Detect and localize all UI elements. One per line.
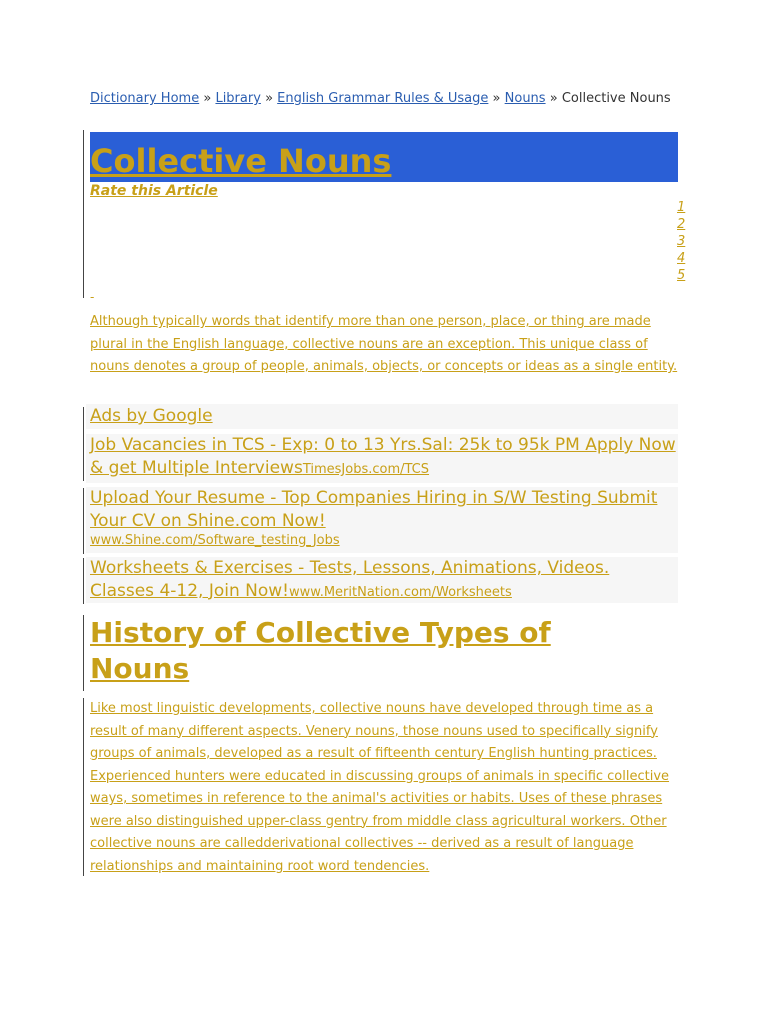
breadcrumb-library[interactable]: Library: [215, 91, 261, 106]
history-heading[interactable]: History of Collective Types of Nouns: [90, 616, 551, 685]
ad-url[interactable]: www.Shine.com/Software_testing_Jobs: [90, 533, 340, 548]
breadcrumb-separator: »: [203, 91, 212, 106]
breadcrumb-separator: »: [265, 91, 274, 106]
left-rule: [83, 488, 84, 554]
left-rule: [83, 615, 84, 691]
ads-by-google-label[interactable]: Ads by Google: [90, 406, 213, 426]
ad-item[interactable]: [86, 557, 678, 603]
ad-title[interactable]: Job Vacancies in TCS - Exp: 0 to 13 Yrs.Sal: 25k to 95k PM Apply Now & get Multiple InterviewsTimesJobs.com/TCS: [90, 435, 676, 478]
breadcrumb: [90, 90, 680, 107]
left-rule: [83, 558, 84, 604]
left-rule: [83, 698, 84, 876]
rating-option-1[interactable]: 1: [677, 200, 686, 215]
ad-item[interactable]: [86, 487, 678, 553]
breadcrumb-separator: »: [492, 91, 501, 106]
left-rule: [83, 130, 84, 298]
ad-item[interactable]: [86, 434, 678, 483]
breadcrumb-nouns[interactable]: Nouns: [504, 91, 546, 106]
intro-paragraph[interactable]: Although typically words that identify more than one person, place, or thing are made plural in the English language, collective nouns are an exception. This unique class of nouns denotes a group of people, animals, objects, or concepts or ideas as a single entity.: [90, 314, 678, 374]
ad-title[interactable]: Worksheets & Exercises - Tests, Lessons, Animations, Videos. Classes 4-12, Join Now!www.MeritNation.com/Worksheets: [90, 558, 610, 601]
rate-article-link[interactable]: Rate this Article: [90, 183, 218, 199]
rating-option-5[interactable]: 5: [677, 268, 686, 283]
ad-url[interactable]: www.MeritNation.com/Worksheets: [289, 584, 512, 600]
history-paragraph[interactable]: Like most linguistic developments, collective nouns have developed through time as a result of many different aspects. Venery nouns, those nouns used to specifically signify groups of animals, developed as a result of fifteenth century English hunting practices. Experienced hunters were educated in discussing groups of animals in specific collective ways, sometimes in reference to the animal's activities or habits. Uses of these phrases were also distinguished upper-class gentry from middle class agricultural workers. Other collective nouns are calledderivational collectives -- derived as a result of language relationships and maintaining root word tendencies.: [90, 701, 670, 874]
breadcrumb-grammar-rules[interactable]: English Grammar Rules & Usage: [277, 91, 489, 106]
rating-option-3[interactable]: 3: [677, 234, 686, 249]
ad-url[interactable]: TimesJobs.com/TCS: [302, 461, 430, 477]
article-title[interactable]: Collective Nouns: [90, 142, 392, 180]
breadcrumb-current: Collective Nouns: [561, 91, 671, 106]
small-dash-link[interactable]: -: [90, 290, 95, 304]
rating-option-2[interactable]: 2: [677, 217, 686, 232]
breadcrumb-separator: »: [549, 91, 558, 106]
rating-list: [677, 199, 695, 284]
ad-title[interactable]: Upload Your Resume - Top Companies Hiring in S/W Testing Submit Your CV on Shine.com Now!: [90, 488, 658, 531]
rating-option-4[interactable]: 4: [677, 251, 686, 266]
left-rule: [83, 407, 84, 481]
breadcrumb-dictionary-home[interactable]: Dictionary Home: [90, 91, 200, 106]
